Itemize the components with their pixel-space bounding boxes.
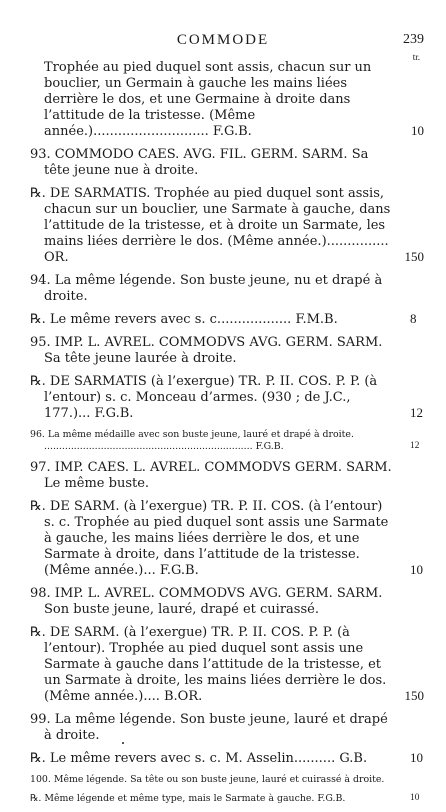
entry-94-reverse: ℞. Le même revers avec s. c.................. F.M.B. 8 <box>30 311 417 327</box>
entry-100 <box>30 774 424 786</box>
entry-text: 94. La même légende. Son buste jeune, nu et drapé à droite. <box>30 273 383 304</box>
entry-continuation <box>30 60 424 140</box>
entry-text: 93. COMMODO CAES. AVG. FIL. GERM. SARM. Sa tête jeune nue à droite. <box>30 147 369 178</box>
entry-93 <box>30 147 424 179</box>
entry-text: 99. La même légende. Son buste jeune, lauré et drapé à droite. <box>30 712 388 743</box>
page-header <box>0 32 446 62</box>
entry-95-reverse: ℞. DE SARMATIS (à l’exergue) TR. P. II. COS. P. P. (à l’entour) s. c. Monceau d’armes. (930 ; de J.C., 177.)... F.G.B. 12 <box>30 374 423 421</box>
entry-value: 150 <box>404 688 424 703</box>
entry-99-reverse: ℞. Le même revers avec s. c. M. Asselin.......... G.B. 10 <box>30 750 423 766</box>
entry-94 <box>30 273 424 305</box>
catalogue-body <box>30 60 424 812</box>
entry-97-reverse: ℞. DE SARM. (à l’exergue) TR. P. II. COS. (à l’entour) s. c. Trophée au pied duquel sont assis une Sarmate à gauche, les mains liées derrière le dos, et une Sarmate à droite, dans l’attitude de la tristesse. (Même année.)... F.G.B. 10 <box>30 499 423 578</box>
entry-text: 95. IMP. L. AVREL. COMMODVS AVG. GERM. SARM. Sa tête jeune laurée à droite. <box>30 335 383 366</box>
page-number: 239 <box>403 32 424 47</box>
entry-value: 10 <box>411 123 424 138</box>
entry-96: 96. La même médaille avec son buste jeune, lauré et drapé à droite. ...................................................................... F.G.B. 12 <box>30 429 420 452</box>
running-title: COMMODE <box>176 32 270 48</box>
print-speck <box>122 742 124 744</box>
entry-text: ℞. Le même revers avec s. c. M. Asselin.......... G.B. <box>30 751 368 766</box>
entry-text: 96. La même médaille avec son buste jeune, lauré et drapé à droite. ...................................................................... F.G.B. <box>30 429 354 452</box>
entry-text: ℞. Le même revers avec s. c.................. F.M.B. <box>30 312 338 327</box>
entry-value: 150 <box>404 249 424 264</box>
signature-mark: tr. <box>412 52 420 62</box>
entry-98 <box>30 586 424 618</box>
entry-text: ℞. Même légende et même type, mais le Sarmate à gauche. F.G.B. <box>30 793 346 804</box>
entry-text: 98. IMP. L. AVREL. COMMODVS AVG. GERM. SARM. Son buste jeune, lauré, drapé et cuirassé. <box>30 586 383 617</box>
entry-text: Trophée au pied duquel sont assis, chacun sur un bouclier, un Germain à gauche les mains liées derrière le dos, et une Germaine à droite dans l’attitude de la tristesse. (Même année.)............................ F.G.B. <box>44 60 372 139</box>
entry-text: 97. IMP. CAES. L. AVREL. COMMODVS GERM. SARM. Le même buste. <box>30 460 392 491</box>
entry-text: ℞. DE SARM. (à l’exergue) TR. P. II. COS. P. P. (à l’entour). Trophée au pied duquel sont assis une Sarmate à gauche dans l’attitude de la tristesse, et un Sarmate à droite, les mains liées derrière le dos. (Même année.).... B.OR. <box>30 625 387 704</box>
entry-95 <box>30 335 424 367</box>
entry-97 <box>30 460 424 492</box>
entry-text: ℞. DE SARM. (à l’exergue) TR. P. II. COS. (à l’entour) s. c. Trophée au pied duquel sont assis une Sarmate à gauche, les mains liées derrière le dos, et une Sarmate à droite, dans l’attitude de la tristesse. (Même année.)... F.G.B. <box>30 499 389 578</box>
entry-99 <box>30 712 424 744</box>
entry-100-reverse: ℞. Même légende et même type, mais le Sarmate à gauche. F.G.B. 10 <box>30 793 420 804</box>
entry-text: 100. Même légende. Sa tête ou son buste jeune, lauré et cuirassé à droite. <box>30 774 385 785</box>
entry-98-reverse <box>30 625 424 705</box>
entry-93-reverse <box>30 186 424 266</box>
entry-text: ℞. DE SARMATIS. Trophée au pied duquel sont assis, chacun sur un bouclier, une Sarmate à gauche, dans l’attitude de la tristesse, et à droite un Sarmate, les mains liées derrière le dos. (Même année.)............... OR. <box>30 186 391 265</box>
entry-text: ℞. DE SARMATIS (à l’exergue) TR. P. II. COS. P. P. (à l’entour) s. c. Monceau d’armes. (930 ; de J.C., 177.)... F.G.B. <box>30 374 378 421</box>
